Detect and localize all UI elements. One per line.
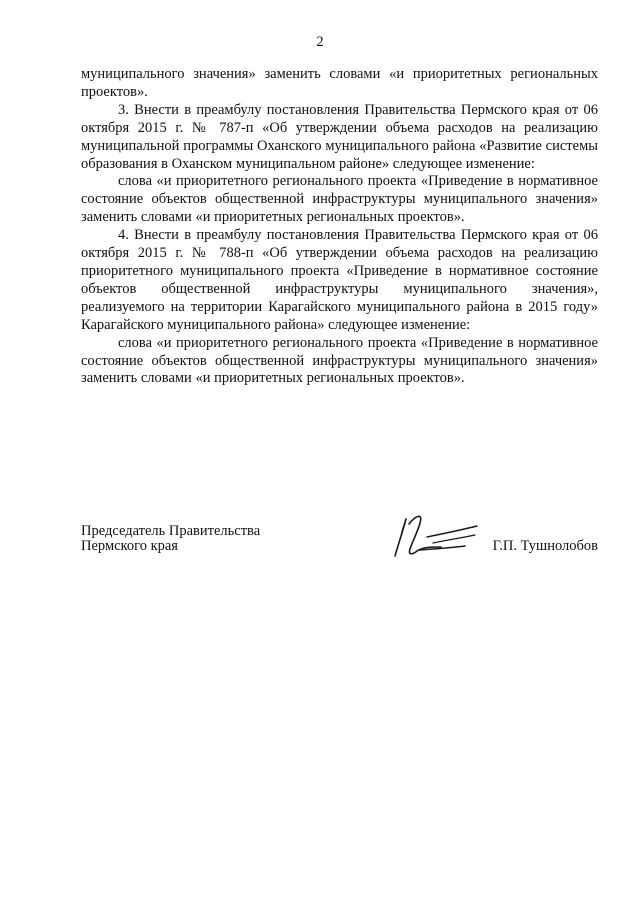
signer-name: Г.П. Тушнолобов [492,538,598,554]
signer-position [81,524,260,554]
paragraph-1: муниципального значения» заменить словами «и приоритетных региональных проектов». [81,66,598,100]
document-body [81,66,598,388]
paragraph-4: 4. Внести в преамбулу постановления Правительства Пермского края от 06 октября 2015 г. № 788-п «Об утверждении объема расходов на реализацию приоритетного муниципального проекта «Приведение в нормативное состояние объектов общественной инфраструктуры муниципального значения», реализуемого на территории Карагайского муниципального района в 2015 году» Карагайского муниципального района» следующее изменение: [81,227,598,333]
paragraph-3: слова «и приоритетного регионального проекта «Приведение в нормативное состояние объектов общественной инфраструктуры муниципального значения» заменить словами «и приоритетных региональных проектов». [81,173,598,226]
page-number: 2 [316,34,324,50]
paragraph-5: слова «и приоритетного регионального проекта «Приведение в нормативное состояние объектов общественной инфраструктуры муниципального значения» заменить словами «и приоритетных региональных проектов». [81,334,598,387]
signer-position-line-1: Председатель Правительства [81,523,261,539]
signature-block [81,524,598,574]
paragraph-2: 3. Внести в преамбулу постановления Правительства Пермского края от 06 октября 2015 г. № 787-п «Об утверждении объема расходов на реализацию муниципальной программы Оханского муниципального района «Развитие системы образования в Оханском муниципальном районе» следующее изменение: [81,101,598,172]
handwritten-signature-icon [389,510,481,560]
signer-position-line-2: Пермского края [81,538,178,554]
